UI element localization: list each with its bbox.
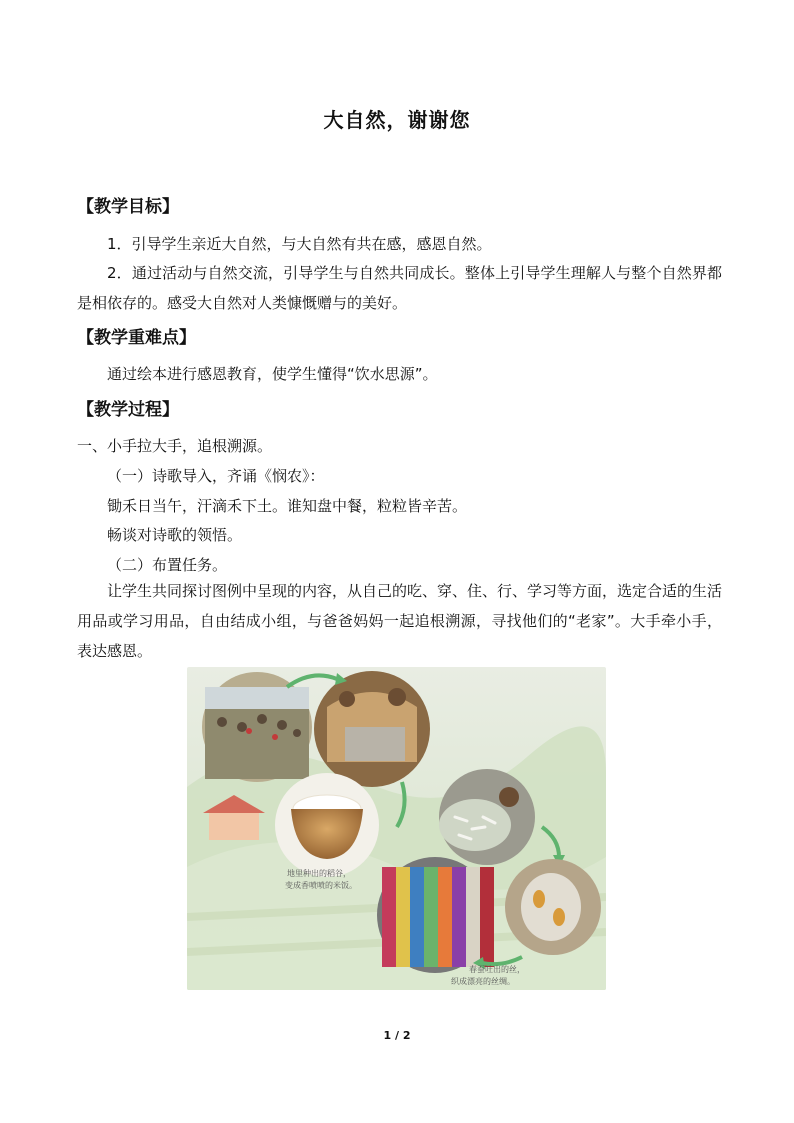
illustration-art: [187, 667, 606, 990]
key-points-text: 通过绘本进行感恩教育，使学生懂得“饮水思源”。: [107, 365, 438, 383]
process-sub-1: （一）诗歌导入，齐诵《悯农》：: [107, 467, 325, 485]
poem-text: 锄禾日当午，汗滴禾下土。谁知盘中餐，粒粒皆辛苦。: [107, 497, 468, 515]
illustration-figure: [187, 667, 606, 990]
goal-item-1: 1．引导学生亲近大自然，与大自然有共在感，感恩自然。: [107, 235, 492, 253]
reflect-text: 畅谈对诗歌的领悟。: [107, 526, 243, 544]
heading-key-points: 【教学重难点】: [77, 328, 196, 348]
caption-rice-2: 变成香喷喷的米饭。: [285, 881, 357, 890]
process-sub-2: （二）布置任务。: [107, 556, 228, 574]
process-step-1: 一、小手拉大手，追根溯源。: [77, 437, 273, 455]
caption-rice-1: 地里种出的稻谷，: [287, 869, 351, 878]
page-title: 大自然，谢谢您: [323, 108, 471, 132]
goal-item-2: 2．通过活动与自然交流，引导学生与自然共同成长。整体上引导学生理解人与整个自然界都是相依存的。感受大自然对人类慷慨赠与的美好。: [77, 264, 722, 312]
heading-teaching-goals: 【教学目标】: [77, 197, 179, 217]
page-number: 1 / 2: [383, 1029, 411, 1042]
caption-silk-2: 织成漂亮的丝绸。: [451, 977, 515, 986]
heading-teaching-process: 【教学过程】: [77, 400, 179, 420]
task-paragraph: 让学生共同探讨图例中呈现的内容，从自己的吃、穿、住、行、学习等方面，选定合适的生活用品或学习用品，自由结成小组，与爸爸妈妈一起追根溯源，寻找他们的“老家”。大手牵小手，表达感恩。: [77, 582, 723, 660]
caption-silk-1: 春蚕吐出的丝，: [469, 965, 525, 974]
